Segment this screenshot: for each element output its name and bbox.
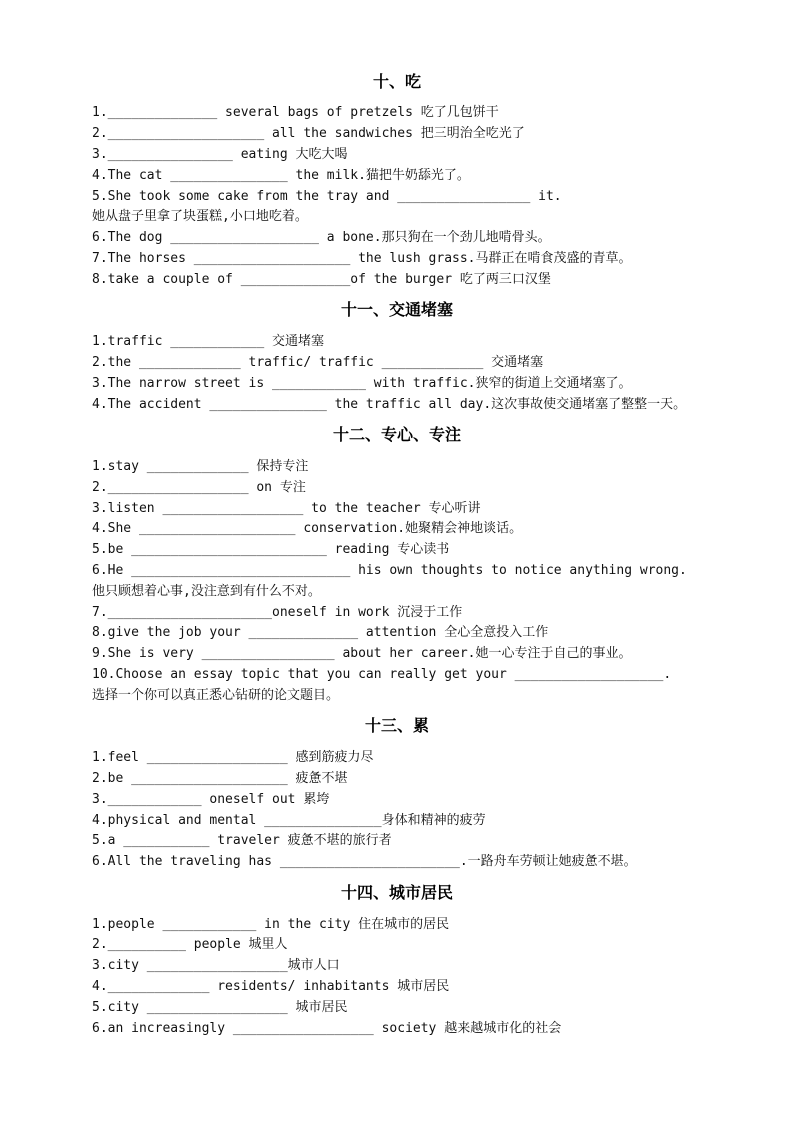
exercise-line: 4.The accident _______________ the traffic all day.这次事故使交通堵塞了整整一天。 — [92, 397, 687, 412]
exercise-line: 6.The dog ___________________ a bone.那只狗在一个劲儿地啃骨头。 — [92, 230, 551, 245]
section-title-traffic-jam: 十一、交通堵塞 — [340, 300, 453, 319]
exercise-line: 7._____________________oneself in work 沉浸于工作 — [92, 605, 463, 620]
exercise-line: 1.people ____________ in the city 住在城市的居民 — [92, 917, 450, 932]
exercise-line: 6.an increasingly __________________ society 越来越城市化的社会 — [92, 1021, 562, 1036]
exercise-line: 1.feel __________________ 感到筋疲力尽 — [92, 750, 374, 765]
exercise-line: 2.__________________ on 专注 — [92, 480, 306, 495]
exercise-line: 2.be ____________________ 疲惫不堪 — [92, 771, 348, 786]
exercise-line: 3.____________ oneself out 累垮 — [92, 792, 330, 807]
exercise-line: 5.She took some cake from the tray and _________________ it. — [92, 189, 562, 204]
section-title-focus: 十二、专心、专注 — [332, 425, 461, 444]
exercise-line: 8.give the job your ______________ attention 全心全意投入工作 — [92, 625, 549, 640]
exercise-line: 6.All the traveling has _______________________.一路舟车劳顿让她疲惫不堪。 — [92, 854, 637, 869]
exercise-line: 5.be _________________________ reading 专心读书 — [92, 542, 450, 557]
exercise-line: 10.Choose an essay topic that you can really get your ___________________. — [92, 667, 672, 682]
exercise-line: 4.The cat _______________ the milk.猫把牛奶舔光了。 — [92, 168, 470, 183]
translation-line: 选择一个你可以真正悉心钻研的论文题目。 — [92, 688, 340, 703]
exercise-line: 9.She is very _________________ about her career.她一心专注于自己的事业。 — [92, 646, 632, 661]
exercise-line: 1.______________ several bags of pretzels 吃了几包饼干 — [92, 105, 499, 120]
exercise-line: 3.________________ eating 大吃大喝 — [92, 147, 348, 162]
section-title-eat: 十、吃 — [372, 72, 421, 91]
exercise-line: 3.The narrow street is ____________ with traffic.狭窄的街道上交通堵塞了。 — [92, 376, 632, 391]
translation-line: 他只顾想着心事,没注意到有什么不对。 — [92, 584, 321, 599]
exercise-line: 7.The horses ____________________ the lush grass.马群正在啃食茂盛的青草。 — [92, 251, 632, 266]
exercise-line: 5.a ___________ traveler 疲惫不堪的旅行者 — [92, 833, 392, 848]
exercise-line: 2.__________ people 城里人 — [92, 937, 288, 952]
section-title-tired: 十三、累 — [364, 716, 429, 735]
exercise-line: 1.stay _____________ 保持专注 — [92, 459, 309, 474]
exercise-line: 8.take a couple of ______________of the burger 吃了两三口汉堡 — [92, 272, 551, 287]
exercise-line: 5.city __________________ 城市居民 — [92, 1000, 348, 1015]
exercise-line: 2.the _____________ traffic/ traffic _____________ 交通堵塞 — [92, 355, 544, 370]
section-title-city-residents: 十四、城市居民 — [340, 883, 453, 902]
exercise-line: 4.She ____________________ conservation.她聚精会神地谈话。 — [92, 521, 523, 536]
exercise-line: 2.____________________ all the sandwiches 把三明治全吃光了 — [92, 126, 525, 141]
exercise-line: 6.He ____________________________ his own thoughts to notice anything wrong. — [92, 563, 687, 578]
exercise-line: 4._____________ residents/ inhabitants 城市居民 — [92, 979, 450, 994]
exercise-line: 1.traffic ____________ 交通堵塞 — [92, 334, 325, 349]
exercise-line: 4.physical and mental _______________身体和精神的疲劳 — [92, 813, 486, 828]
exercise-line: 3.listen __________________ to the teacher 专心听讲 — [92, 501, 481, 516]
exercise-line: 3.city __________________城市人口 — [92, 958, 340, 973]
translation-line: 她从盘子里拿了块蛋糕,小口地吃着。 — [92, 209, 308, 224]
